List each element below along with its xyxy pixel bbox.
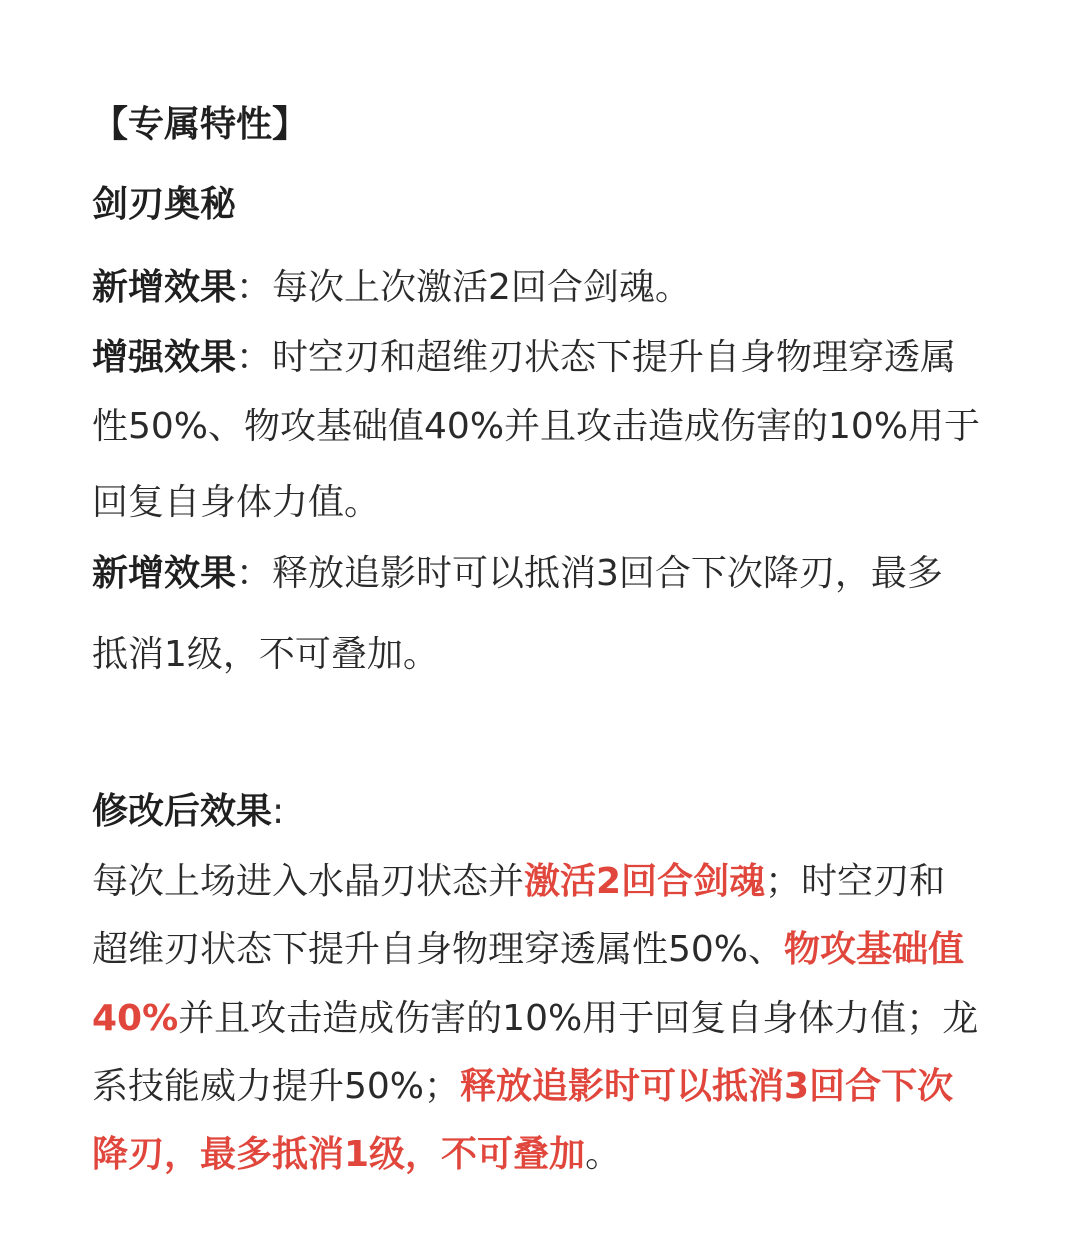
modified-title [92,788,284,836]
section-title: 【专属特性】 [92,104,309,145]
effect-colon: ： [236,553,273,594]
effect-text: 性50%、物攻基础值40%并且攻击造成伤害的10%用于 [92,406,981,447]
effect-new-2 [92,550,943,598]
effect-text: 抵消1级，不可叠加。 [92,634,439,675]
modified-colon: : [272,791,285,832]
highlight-span: 40% [92,998,179,1039]
effect-colon: ： [236,267,273,308]
highlight-span: 释放追影时可以抵消3回合下次 [460,1066,954,1107]
effect-colon: ： [236,337,273,378]
effect-label: 新增效果 [92,267,237,308]
highlight-span: 激活2回合剑魂 [524,861,766,902]
effect-label: 增强效果 [92,337,237,378]
effect-text: 释放追影时可以抵消3回合下次降刃，最多 [272,553,943,594]
modified-line-3 [92,995,978,1043]
effect-label: 新增效果 [92,553,237,594]
effect-text: 时空刃和超维刃状态下提升自身物理穿透属 [272,337,957,378]
effect-new-1 [92,264,691,312]
text-span: 系技能威力提升50%； [92,1066,461,1107]
modified-line-2 [92,926,964,974]
modified-line-1 [92,858,945,906]
highlight-span: 降刃，最多抵消1级，不可叠加 [92,1134,586,1175]
text-span: 每次上场进入水晶刃状态并 [92,861,525,902]
text-span: 超维刃状态下提升自身物理穿透属性50%、 [92,929,785,970]
text-span: 。 [585,1134,622,1175]
effect-text: 每次上次激活2回合剑魂。 [272,267,691,308]
skill-name: 剑刃奥秘 [92,184,237,225]
effect-text: 回复自身体力值。 [92,482,381,523]
modified-line-5 [92,1131,621,1179]
text-span: ；时空刃和 [765,861,946,902]
effect-enhanced [92,334,956,382]
modified-line-4 [92,1063,953,1111]
text-span: 并且攻击造成伤害的10%用于回复自身体力值；龙 [178,998,979,1039]
highlight-span: 物攻基础值 [784,929,965,970]
modified-title-text: 修改后效果 [92,791,273,832]
